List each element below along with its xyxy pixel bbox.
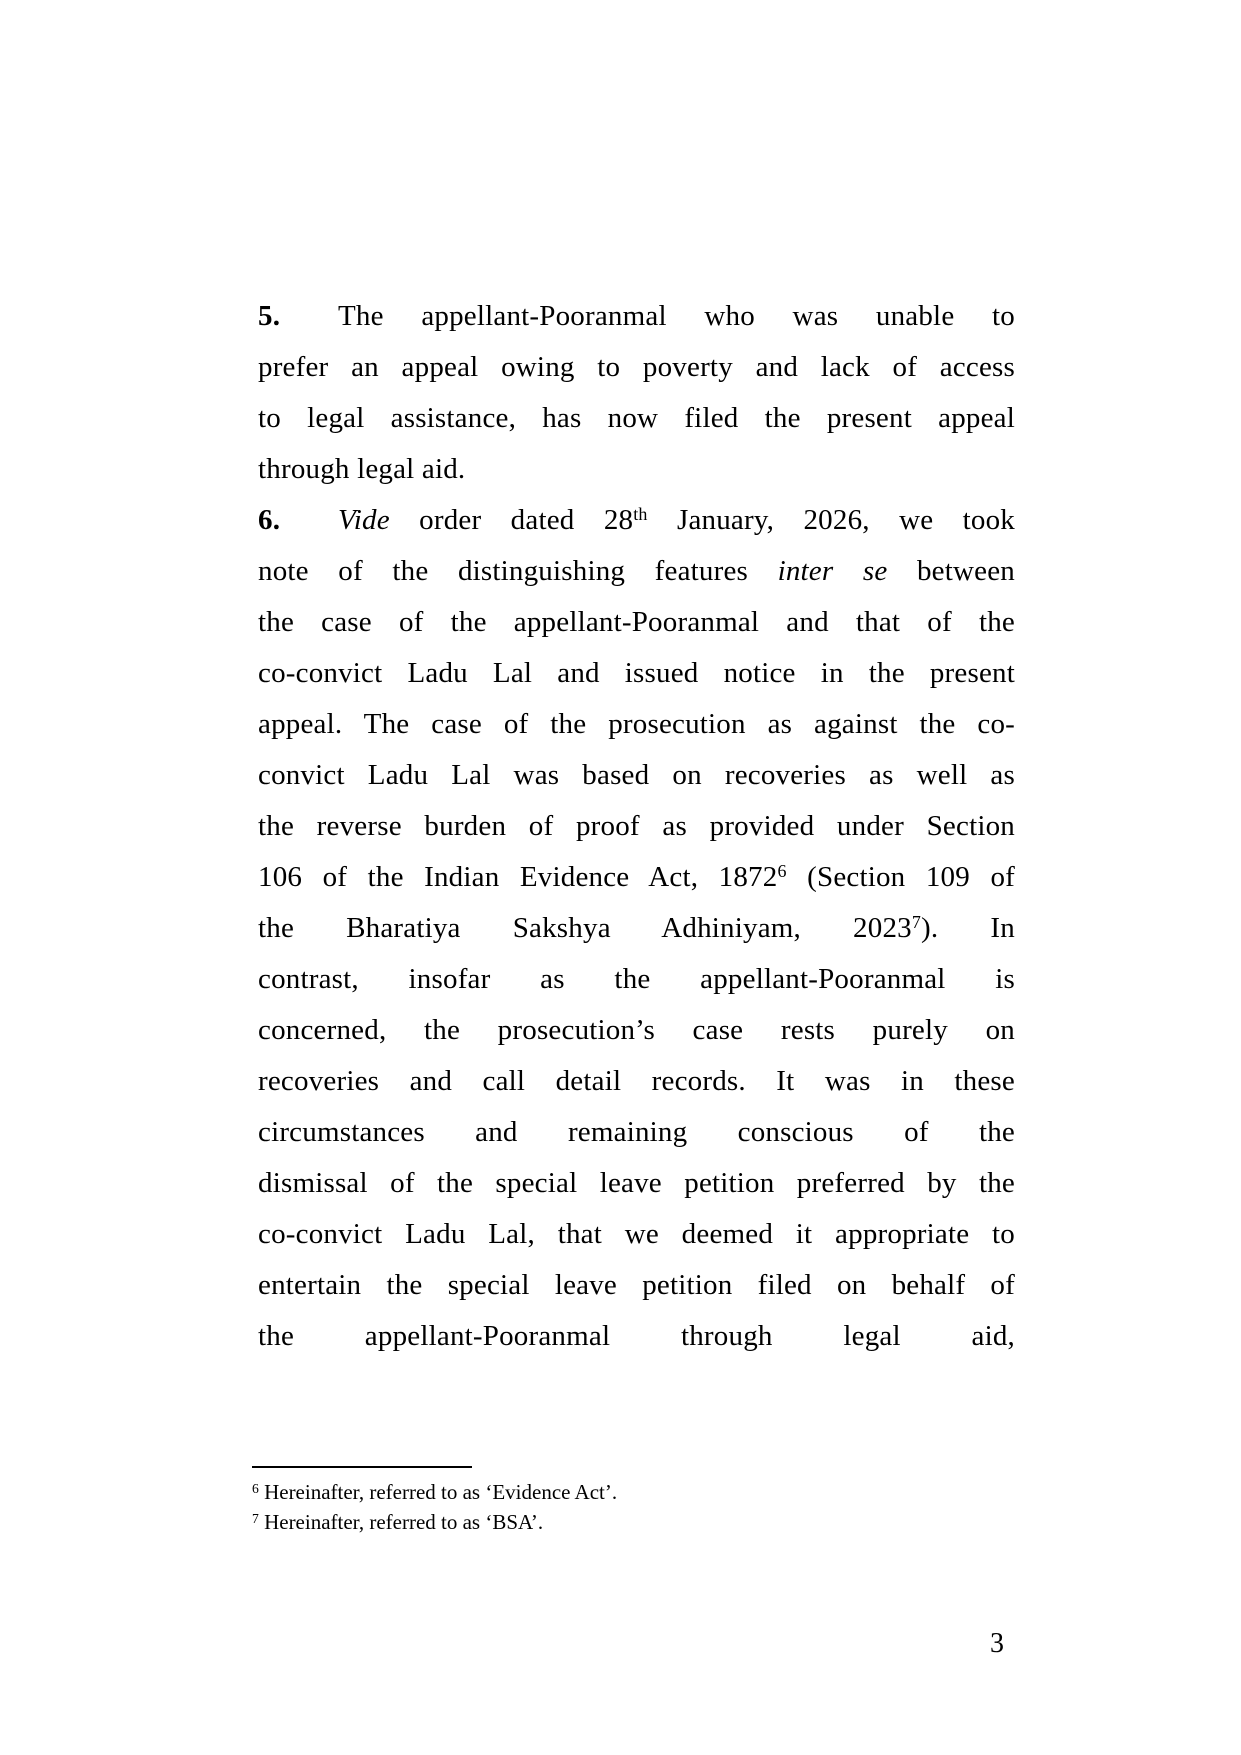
footnote (252, 1477, 952, 1507)
text-run: the Bharatiya Sakshya Adhiniyam, 2023 (258, 912, 912, 944)
text-line (258, 648, 1015, 699)
footnotes (252, 1466, 952, 1537)
text-run: through legal aid. (258, 453, 466, 485)
footnote-marker: 7 (252, 1510, 259, 1526)
text-run: (Section 109 of (786, 861, 1015, 893)
text-run: circumstances and remaining conscious of the (258, 1116, 1015, 1148)
text-run: Vide (338, 504, 390, 536)
text-line (258, 750, 1015, 801)
text-run: 106 of the Indian Evidence Act, 1872 (258, 861, 778, 893)
text-run: the appellant-Pooranmal through legal aid, (258, 1320, 1015, 1352)
text-run: appeal. The case of the prosecution as against the co- (258, 708, 1015, 740)
text-run: inter se (777, 555, 888, 587)
text-run: ). In (921, 912, 1015, 944)
text-run: The appellant-Pooranmal who was unable to (338, 300, 1015, 332)
text-run: dismissal of the special leave petition preferred by the (258, 1167, 1015, 1199)
text-line (258, 1209, 1015, 1260)
text-line (258, 342, 1015, 393)
footnote (252, 1507, 952, 1537)
footnote-reference: 6 (777, 861, 787, 882)
text-run: the reverse burden of proof as provided under Section (258, 810, 1015, 842)
text-line (258, 393, 1015, 444)
page-number: 3 (990, 1628, 1004, 1659)
text-line (258, 1056, 1015, 1107)
text-line (258, 1311, 1015, 1362)
text-line (258, 903, 1015, 954)
paragraph-number: 6. (258, 504, 281, 536)
text-line (258, 852, 1015, 903)
text-run: January, 2026, we took (647, 504, 1015, 536)
text-line (258, 1005, 1015, 1056)
footnote-reference: th (633, 504, 648, 525)
footnote-text: Hereinafter, referred to as ‘Evidence Act’. (258, 1480, 618, 1504)
footnotes-list (252, 1477, 952, 1537)
text-line (258, 1260, 1015, 1311)
footnote-marker: 6 (252, 1480, 259, 1496)
text-run: the case of the appellant-Pooranmal and that of the (258, 606, 1015, 638)
text-line (258, 546, 1015, 597)
footnote-separator (252, 1466, 472, 1468)
text-run: note of the distinguishing features (258, 555, 778, 587)
text-run: co-convict Ladu Lal and issued notice in the present (258, 657, 1015, 689)
text-run: contrast, insofar as the appellant-Pooranmal is (258, 963, 1015, 995)
paragraph-number: 5. (258, 300, 281, 332)
document-body (258, 291, 1015, 1362)
text-line (258, 597, 1015, 648)
text-run: to legal assistance, has now filed the present appeal (258, 402, 1015, 434)
footnote-reference: 7 (911, 912, 922, 933)
text-run: convict Ladu Lal was based on recoveries as well as (258, 759, 1015, 791)
text-run: recoveries and call detail records. It was in these (258, 1065, 1015, 1097)
text-line (258, 444, 1015, 495)
text-line (258, 291, 1015, 342)
text-run: prefer an appeal owing to poverty and lack of access (258, 351, 1015, 383)
text-line (258, 1107, 1015, 1158)
text-run: between (887, 555, 1015, 587)
text-line (258, 1158, 1015, 1209)
text-line (258, 801, 1015, 852)
text-run: entertain the special leave petition filed on behalf of (258, 1269, 1015, 1301)
footnote-text: Hereinafter, referred to as ‘BSA’. (258, 1510, 544, 1534)
text-run: concerned, the prosecution’s case rests purely on (258, 1014, 1015, 1046)
text-run: co-convict Ladu Lal, that we deemed it appropriate to (258, 1218, 1015, 1250)
text-line (258, 699, 1015, 750)
text-run: order dated 28 (389, 504, 634, 536)
text-line (258, 495, 1015, 546)
text-line (258, 954, 1015, 1005)
